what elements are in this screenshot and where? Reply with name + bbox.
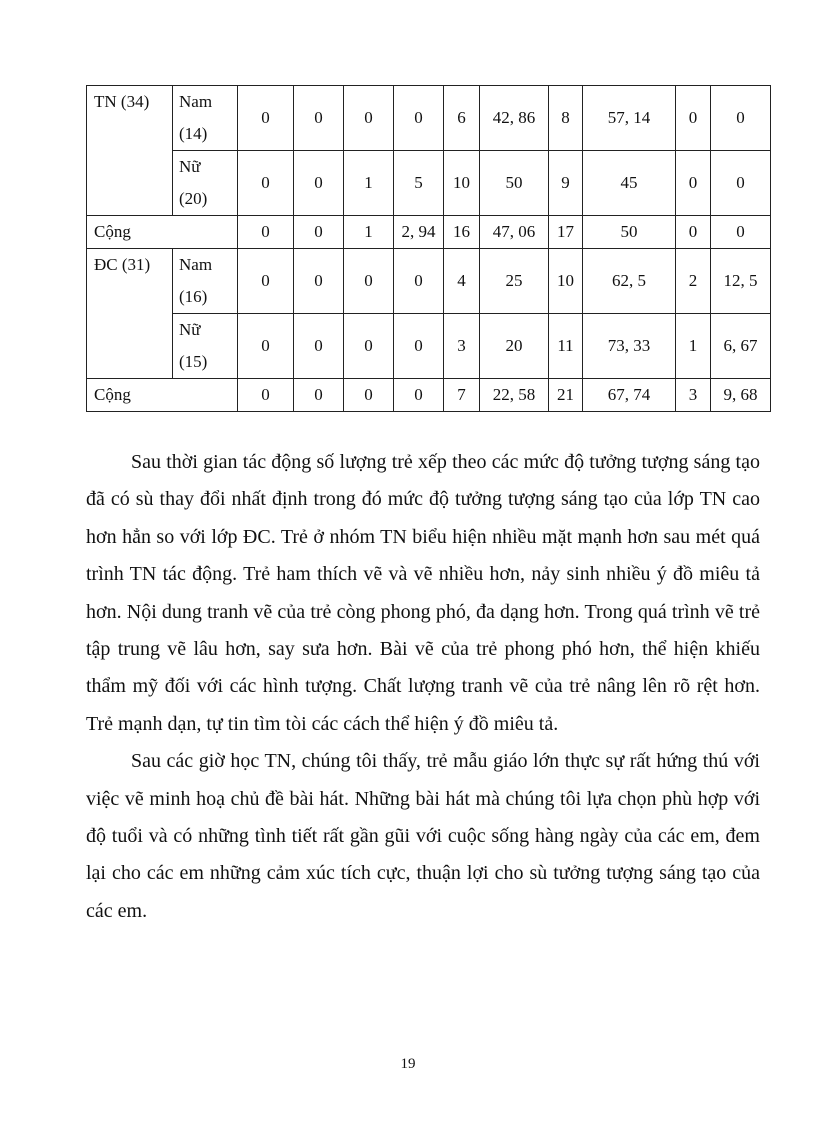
table-cell: 0 [676, 216, 711, 249]
table-cell: 50 [583, 216, 676, 249]
table-cell: 47, 06 [480, 216, 549, 249]
table-cell: 0 [676, 86, 711, 151]
table-cell: 25 [480, 249, 549, 314]
subgroup-label: Nam (16) [173, 249, 238, 314]
subgroup-label: Nữ (20) [173, 151, 238, 216]
table-cell: 12, 5 [711, 249, 771, 314]
table-row-total [87, 379, 771, 412]
table-cell: 0 [294, 151, 344, 216]
table-cell: 0 [238, 379, 294, 412]
table-cell: 1 [344, 216, 394, 249]
table-cell: 3 [444, 314, 480, 379]
body-text [86, 444, 760, 930]
table-cell: 0 [344, 314, 394, 379]
paragraph: Sau thời gian tác động số lượng trẻ xếp theo các mức độ tưởng tượng sáng tạo đã có sù thay đổi nhất định trong đó mức độ tưởng tượng sáng tạo của lớp TN cao hơn hẳn so với lớp ĐC. Trẻ ở nhóm TN biểu hiện nhiều mặt mạnh hơn sau mét quá trình TN tác động. Trẻ ham thích vẽ và vẽ nhiều hơn, nảy sinh nhiều ý đồ miêu tả hơn. Nội dung tranh vẽ của trẻ còng phong phó, đa dạng hơn. Trong quá trình vẽ trẻ tập trung vẽ lâu hơn, say sưa hơn. Bài vẽ của trẻ phong phó hơn, thể hiện khiếu thẩm mỹ đối với các hình tượng. Chất lượng tranh vẽ của trẻ nâng lên rõ rệt hơn. Trẻ mạnh dạn, tự tin tìm tòi các cách thể hiện ý đồ miêu tả. [86, 451, 760, 735]
table-cell: 42, 86 [480, 86, 549, 151]
group-label: TN (34) [87, 86, 173, 216]
table-cell: 0 [294, 379, 344, 412]
table-cell: 57, 14 [583, 86, 676, 151]
group-label: ĐC (31) [87, 249, 173, 379]
table-cell: 4 [444, 249, 480, 314]
page-number: 19 [400, 1056, 416, 1072]
table-cell: 0 [238, 249, 294, 314]
table-row-total [87, 216, 771, 249]
table-cell: 9 [549, 151, 583, 216]
table-cell: 17 [549, 216, 583, 249]
table-cell: 67, 74 [583, 379, 676, 412]
table-cell: 22, 58 [480, 379, 549, 412]
table-cell: 21 [549, 379, 583, 412]
table-row [87, 314, 771, 379]
table-cell: 0 [711, 151, 771, 216]
table-cell: 0 [294, 249, 344, 314]
total-label: Cộng [87, 216, 238, 249]
table-cell: 5 [394, 151, 444, 216]
table-row [87, 151, 771, 216]
table-cell: 3 [676, 379, 711, 412]
table-cell: 0 [238, 314, 294, 379]
table-cell: 11 [549, 314, 583, 379]
table-cell: 10 [549, 249, 583, 314]
table-cell: 0 [394, 314, 444, 379]
table-cell: 7 [444, 379, 480, 412]
table-cell: 62, 5 [583, 249, 676, 314]
subgroup-label: Nữ (15) [173, 314, 238, 379]
table-cell: 0 [294, 314, 344, 379]
table-cell: 2 [676, 249, 711, 314]
total-label: Cộng [87, 379, 238, 412]
table-cell: 0 [344, 249, 394, 314]
table-cell: 9, 68 [711, 379, 771, 412]
table-cell: 0 [238, 151, 294, 216]
table-cell: 0 [294, 86, 344, 151]
table-cell: 0 [294, 216, 344, 249]
table-cell: 2, 94 [394, 216, 444, 249]
table-row [87, 249, 771, 314]
table-cell: 6, 67 [711, 314, 771, 379]
table-cell: 10 [444, 151, 480, 216]
table-row [87, 86, 771, 151]
table-cell: 0 [238, 86, 294, 151]
table-cell: 6 [444, 86, 480, 151]
table-cell: 0 [238, 216, 294, 249]
table-cell: 0 [711, 86, 771, 151]
table-cell: 8 [549, 86, 583, 151]
table-cell: 0 [344, 86, 394, 151]
table-cell: 1 [344, 151, 394, 216]
table-cell: 73, 33 [583, 314, 676, 379]
table-cell: 16 [444, 216, 480, 249]
table-cell: 0 [394, 86, 444, 151]
subgroup-label: Nam (14) [173, 86, 238, 151]
table-cell: 20 [480, 314, 549, 379]
table-cell: 0 [394, 379, 444, 412]
table-cell: 1 [676, 314, 711, 379]
table-cell: 0 [676, 151, 711, 216]
table-cell: 0 [711, 216, 771, 249]
table-cell: 0 [344, 379, 394, 412]
table-cell: 0 [394, 249, 444, 314]
table-cell: 50 [480, 151, 549, 216]
results-table [86, 85, 771, 412]
paragraph: Sau các giờ học TN, chúng tôi thấy, trẻ mẫu giáo lớn thực sự rất hứng thú với việc vẽ minh hoạ chủ đề bài hát. Những bài hát mà chúng tôi lựa chọn phù hợp với độ tuổi và có những tình tiết rất gần gũi với cuộc sống hàng ngày của các em, đem lại cho các em những cảm xúc tích cực, thuận lợi cho sù tưởng tượng sáng tạo của các em. [86, 750, 760, 922]
table-cell: 45 [583, 151, 676, 216]
